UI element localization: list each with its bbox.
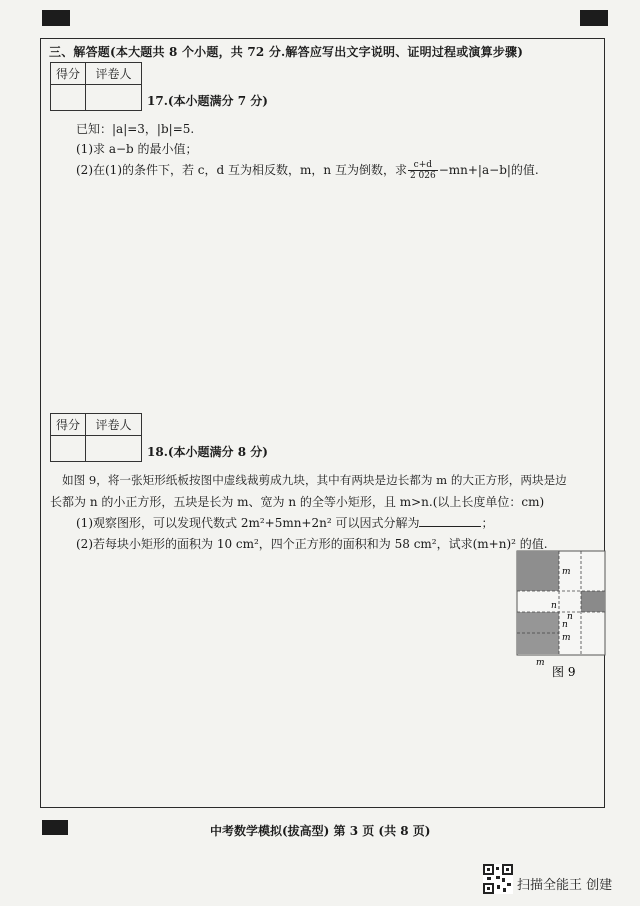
label-m-top: m (562, 567, 571, 577)
q18-part1-suffix: ； (481, 516, 494, 530)
figure-caption: 图 9 (552, 665, 576, 678)
score-cell[interactable] (51, 436, 86, 462)
q17-title: 17.(本小题满分 7 分) (147, 94, 268, 108)
qr-code-icon (483, 864, 513, 894)
q17-part2 (76, 160, 539, 181)
grader-cell[interactable] (86, 85, 142, 111)
score-label: 得分 (51, 63, 86, 85)
score-label: 得分 (51, 414, 86, 436)
label-m-low: m (562, 633, 571, 643)
figure-9 (510, 548, 606, 678)
q18-title: 18.(本小题满分 8 分) (147, 445, 268, 459)
fraction-numerator: c+d (408, 160, 438, 171)
fraction (408, 160, 438, 181)
q18-part2: (2)若每块小矩形的面积为 10 cm²，四个正方形的面积和为 58 cm²，试求(m+n)² 的值. (76, 537, 548, 551)
grader-label: 评卷人 (86, 414, 142, 436)
q18-part1-prefix: (1)观察图形，可以发现代数式 2m²+5mn+2n² 可以因式分解为 (76, 516, 420, 530)
q18-part1 (76, 514, 494, 531)
page-footer: 中考数学模拟(拔高型) 第 3 页 (共 8 页) (210, 824, 431, 838)
label-n-right: n (567, 612, 573, 622)
scanner-watermark: 扫描全能王 创建 (517, 878, 613, 893)
q17-part1: (1)求 a−b 的最小值； (76, 142, 198, 156)
answer-blank[interactable] (419, 515, 481, 527)
grader-label: 评卷人 (86, 63, 142, 85)
q17-given: 已知：|a|=3，|b|=5. (76, 122, 195, 136)
registration-mark-top-left (42, 10, 70, 26)
score-table-q18 (50, 413, 142, 462)
label-n-low: n (562, 620, 568, 630)
fraction-denominator: 2 026 (409, 171, 436, 181)
score-table-q17 (50, 62, 142, 111)
registration-mark-top-right (580, 10, 608, 26)
grader-cell[interactable] (86, 436, 142, 462)
label-m-bottom: m (536, 658, 545, 668)
q18-intro-line1: 如图 9，将一张矩形纸板按图中虚线裁剪成九块，其中有两块是边长都为 m 的大正方形，两块是边 (62, 473, 567, 487)
label-n-mid: n (551, 601, 557, 611)
section-heading: 三、解答题(本大题共 8 个小题，共 72 分.解答应写出文字说明、证明过程或演算步骤) (49, 45, 524, 59)
large-square-top (517, 551, 559, 591)
registration-mark-bottom-left (42, 820, 68, 835)
q17-part2-prefix: (2)在(1)的条件下，若 c，d 互为相反数，m，n 互为倒数，求 (76, 163, 407, 177)
score-cell[interactable] (51, 85, 86, 111)
q18-intro-line2: 长都为 n 的小正方形，五块是长为 m、宽为 n 的全等小矩形，且 m>n.(以上长度单位：cm) (50, 495, 545, 509)
q17-part2-suffix: −mn+|a−b|的值. (438, 163, 539, 177)
small-square-right (581, 591, 605, 612)
